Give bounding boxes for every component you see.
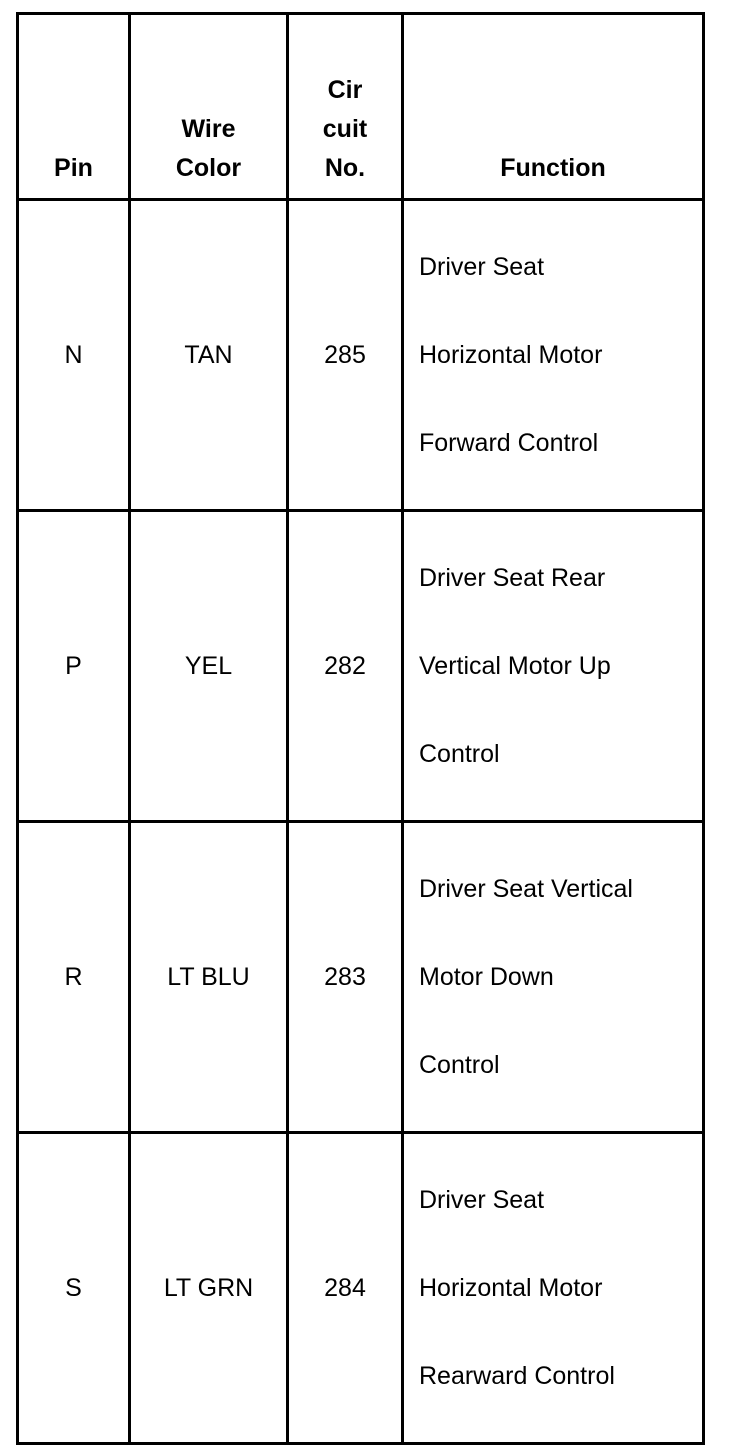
- function-line: Driver Seat: [419, 1186, 545, 1214]
- header-circuit-line1: Cir: [327, 76, 363, 104]
- function-line: Rearward Control: [419, 1362, 615, 1390]
- wire-color-cell: TAN: [130, 200, 288, 511]
- function-line: Forward Control: [419, 429, 599, 457]
- header-wire-color: [130, 14, 288, 200]
- function-line: Control: [419, 1051, 500, 1079]
- wire-color-cell: YEL: [130, 511, 288, 822]
- function-cell: [403, 1133, 704, 1444]
- function-line: Driver Seat Rear: [419, 564, 606, 592]
- wire-color-cell: LT GRN: [130, 1133, 288, 1444]
- header-function-label: Function: [500, 154, 606, 182]
- header-circuit-number: [288, 14, 403, 200]
- header-wire-color-line1: Wire: [181, 115, 236, 143]
- connector-pinout-table: [16, 12, 705, 1445]
- wire-color-cell: LT BLU: [130, 822, 288, 1133]
- pin-cell: S: [18, 1133, 130, 1444]
- pin-cell: R: [18, 822, 130, 1133]
- function-line: Driver Seat: [419, 253, 545, 281]
- table-row: [18, 200, 704, 511]
- function-line: Motor Down: [419, 963, 554, 991]
- circuit-number-cell: 283: [288, 822, 403, 1133]
- function-line: Driver Seat Vertical: [419, 875, 633, 903]
- circuit-number-cell: 282: [288, 511, 403, 822]
- function-cell: [403, 200, 704, 511]
- header-pin-label: Pin: [54, 154, 93, 182]
- table-row: [18, 822, 704, 1133]
- header-circuit-line2: cuit: [322, 115, 368, 143]
- header-circuit-line3: No.: [324, 154, 366, 182]
- function-cell: [403, 822, 704, 1133]
- pin-cell: N: [18, 200, 130, 511]
- table-row: [18, 511, 704, 822]
- circuit-number-cell: 284: [288, 1133, 403, 1444]
- circuit-number-cell: 285: [288, 200, 403, 511]
- pin-cell: P: [18, 511, 130, 822]
- function-line: Control: [419, 740, 500, 768]
- header-pin: [18, 14, 130, 200]
- table-header-row: [18, 14, 704, 200]
- table-row: [18, 1133, 704, 1444]
- header-function: [403, 14, 704, 200]
- function-line: Horizontal Motor: [419, 341, 603, 369]
- function-line: Horizontal Motor: [419, 1274, 603, 1302]
- function-line: Vertical Motor Up: [419, 652, 611, 680]
- function-cell: [403, 511, 704, 822]
- header-wire-color-line2: Color: [175, 154, 242, 182]
